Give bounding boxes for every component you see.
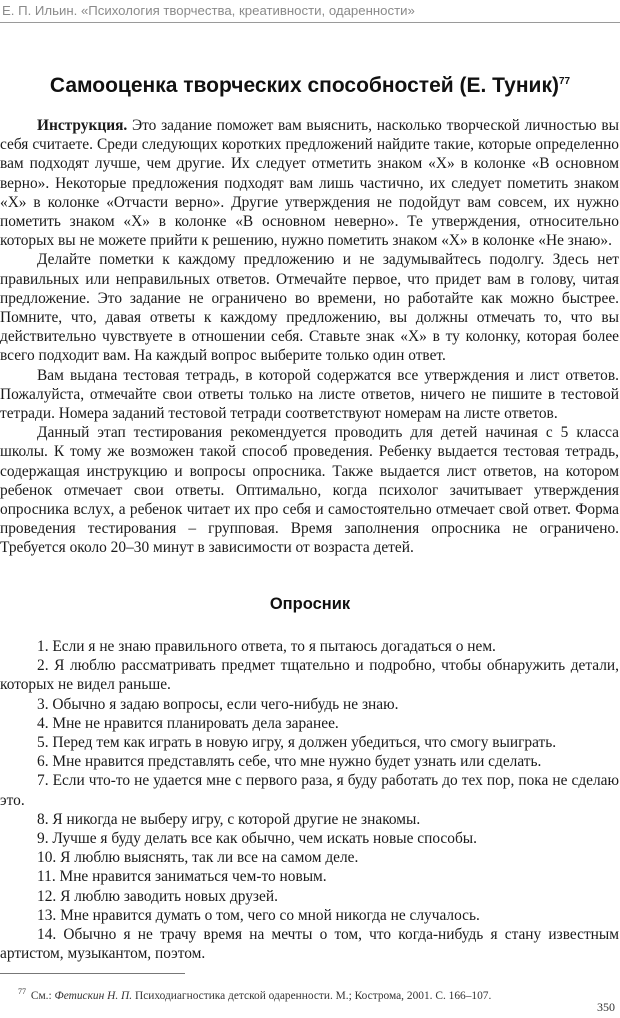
title-text: Самооценка творческих способностей (Е. Туник) (49, 74, 559, 97)
header-divider (0, 22, 620, 23)
footnote-source: Психодиагностика детской одаренности. М.; Кострома, 2001. С. 166–107. (134, 989, 492, 1002)
question-item: 3. Обычно я задаю вопросы, если чего-нибудь не знаю. (37, 695, 399, 713)
footnote (18, 987, 491, 1002)
instructions-section (0, 116, 619, 558)
page-number: 350 (597, 1000, 615, 1014)
question-item: 13. Мне нравится думать о том, чего со мной никогда не случалось. (37, 906, 480, 924)
question-item: 6. Мне нравится представлять себе, что мне нужно будет узнать или сделать. (37, 753, 542, 771)
question-item: 1. Если я не знаю правильного ответа, то я пытаюсь догадаться о нем. (37, 638, 496, 655)
question-item: 8. Я никогда не выберу игру, с которой другие не знакомы. (37, 810, 421, 828)
footnote-author: Фетискин Н. П. (54, 989, 133, 1002)
page-title (0, 74, 620, 98)
questionnaire-list (0, 637, 619, 963)
question-item: 5. Перед тем как играть в новую игру, я должен убедиться, что смогу выиграть. (37, 734, 557, 752)
instructions-text: Это задание поможет вам выяснить, насколько творческой личностью вы себя считаете. Среди следующих коротких предложений найдите такие, которые определенно вам подходят лучше, чем другие. Их следует отметить знаком «Х» в колонке «В основном верно». Некоторые предложения подходят вам лишь частично, их следует пометить знаком «Х» в колонке «Отчасти верно». Другие утверждения не подойдут вам совсем, их нужно пометить знаком «Х» в колонке «В основном неверно». Те утверждения, относительно которых вы не можете прийти к решению, нужно пометить знаком «Х» в колонке «Не знаю». (0, 117, 619, 250)
instructions-lead: Инструкция. (37, 117, 128, 134)
footnote-prefix: См.: (30, 989, 52, 1002)
instructions-paragraph (0, 116, 619, 250)
question-item: 2. Я люблю рассматривать предмет тщательно и подробно, чтобы обнаружить детали, которых не видел раньше. (0, 657, 619, 694)
footnote-divider (0, 973, 185, 974)
paragraph: Данный этап тестирования рекомендуется проводить для детей начиная с 5 класса школы. К тому же возможен такой способ проведения. Ребенку выдается тестовая тетрадь, содержащая инструкцию и вопросы опросника. Также выдается лист ответов, на котором ребенок отмечает свои ответы. Оптимально, когда психолог зачитывает утверждения опросника вслух, а ребенок читает их про себя и самостоятельно отмечает свой ответ. Форма проведения тестирования – групповая. Время заполнения опросника не ограничено. Требуется около 20–30 минут в зависимости от возраста детей. (0, 424, 619, 557)
paragraph: Вам выдана тестовая тетрадь, в которой содержатся все утверждения и лист ответов. Пожалуйста, отмечайте свои ответы только на листе ответов, ничего не пишите в тестовой тетради. Номера заданий тестовой тетради соответствуют номерам на листе ответов. (0, 366, 619, 423)
question-item: 14. Обычно я не трачу время на мечты о том, что когда-нибудь я стану известным артистом, музыкантом, поэтом. (0, 926, 619, 963)
question-item: 10. Я люблю выяснять, так ли все на самом деле. (37, 849, 359, 867)
paragraph: Делайте пометки к каждому предложению и не задумывайтесь подолгу. Здесь нет правильных или неправильных ответов. Отмечайте первое, что придет вам в голову, читая предложение. Это задание не ограничено во времени, но работайте как можно быстрее. Помните, что, давая ответы к каждому предложению, вы должны отмечать то, что вы действительно чувствуете в отношении себя. Ставьте знак «Х» в ту колонку, которая более всего подходит вам. На каждый вопрос выберите только один ответ. (0, 251, 619, 365)
question-item: 12. Я люблю заводить новых друзей. (37, 887, 278, 905)
question-item: 4. Мне не нравится планировать дела заранее. (37, 714, 339, 732)
running-head: Е. П. Ильин. «Психология творчества, креативности, одаренности» (2, 3, 415, 18)
title-footnote-ref[interactable]: 77 (558, 76, 571, 87)
question-item: 11. Мне нравится заниматься чем-то новым. (37, 868, 327, 886)
footnote-number: 77 (18, 987, 26, 996)
question-item: 9. Лучше я буду делать все как обычно, чем искать новые способы. (37, 830, 477, 848)
questionnaire-heading: Опросник (269, 595, 351, 613)
question-item: 7. Если что-то не удается мне с первого раза, я буду работать до тех пор, пока не сделаю это. (0, 772, 619, 809)
